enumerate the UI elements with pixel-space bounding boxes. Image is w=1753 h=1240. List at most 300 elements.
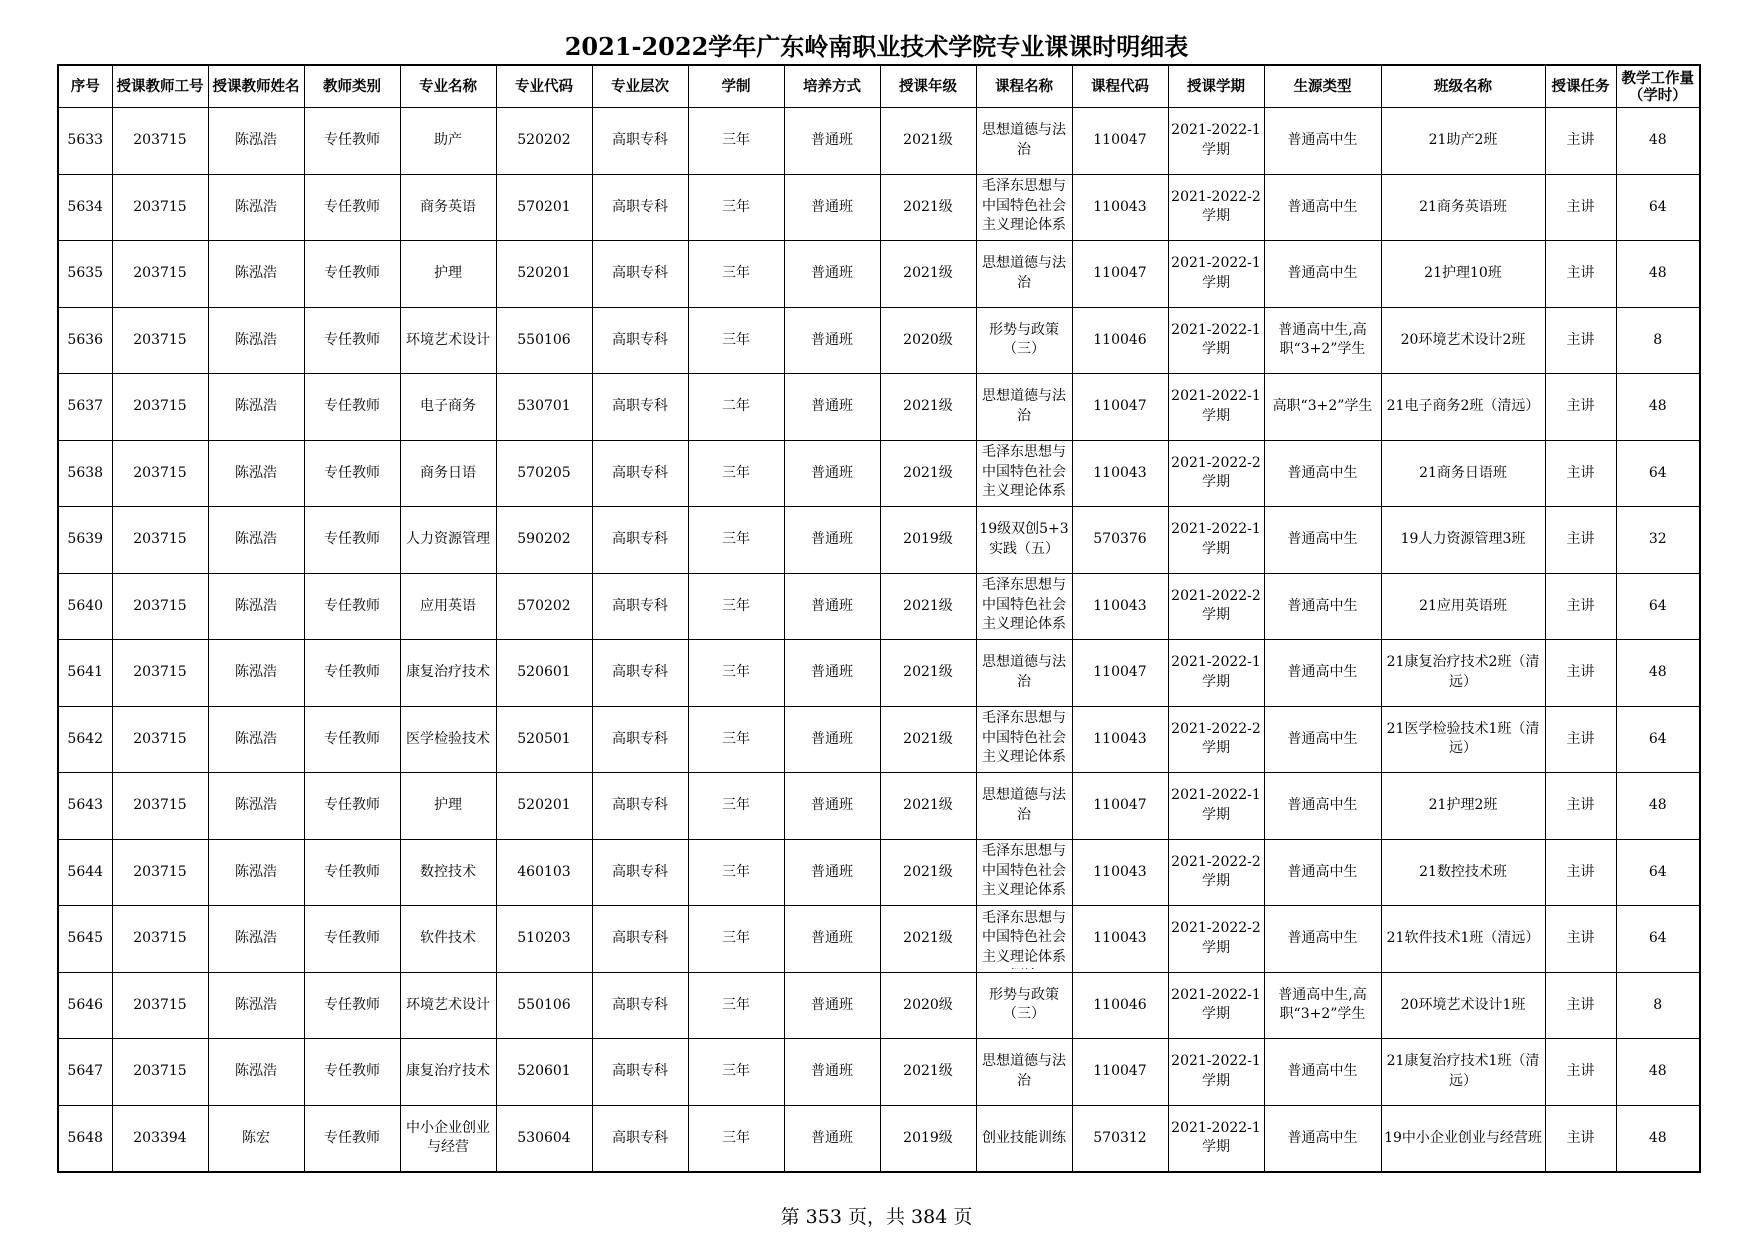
cell-text: 203394	[133, 1129, 187, 1146]
cell-major-code	[496, 773, 592, 840]
cell-student-source	[1264, 507, 1381, 574]
cell-text: 2021-2022-1学期	[1171, 1119, 1261, 1156]
cell-text: 普通高中生	[1287, 265, 1358, 281]
header-col-training-mode: 培养方式	[784, 65, 880, 108]
cell-text: 48	[1648, 398, 1667, 414]
cell-text: 高职专科	[612, 730, 668, 747]
cell-text: 110047	[1093, 1063, 1147, 1079]
cell-text: 530604	[517, 1129, 571, 1146]
cell-semester	[1168, 374, 1264, 441]
cell-text: 570312	[1093, 1129, 1147, 1146]
cell-teacher-id	[112, 573, 208, 640]
cell-task	[1545, 1105, 1616, 1172]
cell-major-name	[400, 573, 496, 640]
cell-text: 三年	[722, 331, 750, 348]
cell-duration	[688, 507, 784, 574]
table-row	[58, 174, 1700, 241]
cell-student-source	[1264, 706, 1381, 773]
cell-text: 中小企业创业与经营	[406, 1119, 490, 1156]
cell-text: 专任教师	[324, 398, 380, 414]
cell-teacher-name	[208, 241, 304, 308]
cell-major-name	[400, 972, 496, 1039]
cell-text: 专任教师	[324, 464, 380, 481]
cell-text: 软件技术	[420, 930, 476, 946]
header-col-major-code: 专业代码	[496, 65, 592, 108]
header-col-teacher-type: 教师类别	[304, 65, 400, 108]
cell-major-level	[592, 374, 688, 441]
cell-course-code	[1072, 440, 1168, 507]
cell-text: 2019级	[903, 531, 953, 547]
cell-task	[1545, 241, 1616, 308]
cell-text: 数控技术	[420, 863, 476, 880]
cell-duration	[688, 706, 784, 773]
cell-text: 110047	[1093, 132, 1147, 148]
cell-grade	[880, 241, 976, 308]
table-row	[58, 374, 1700, 441]
cell-text: 2021-2022-1学期	[1171, 388, 1261, 424]
cell-task	[1545, 640, 1616, 707]
cell-text: 110043	[1093, 930, 1147, 946]
cell-class-name	[1381, 108, 1545, 175]
cell-text: 520201	[517, 265, 571, 281]
cell-text: 5647	[67, 1063, 104, 1079]
cell-training-mode	[784, 706, 880, 773]
cell-task	[1545, 906, 1616, 973]
cell-grade	[880, 573, 976, 640]
cell-teacher-type	[304, 839, 400, 906]
cell-text: 21软件技术1班（清远）	[1386, 930, 1540, 946]
cell-semester	[1168, 108, 1264, 175]
cell-teacher-id	[112, 773, 208, 840]
cell-semester	[1168, 174, 1264, 241]
cell-student-source	[1264, 573, 1381, 640]
cell-text: 高职专科	[612, 132, 668, 148]
cell-class-name	[1381, 573, 1545, 640]
cell-text: 21应用英语班	[1419, 597, 1507, 614]
cell-text: 2021级	[903, 797, 953, 813]
cell-workload	[1616, 839, 1700, 906]
cell-text: 三年	[722, 930, 750, 946]
cell-text: 主讲	[1566, 132, 1595, 148]
cell-text: 高职专科	[612, 797, 668, 813]
cell-text: 电子商务	[420, 398, 476, 414]
cell-text: 三年	[722, 132, 750, 148]
cell-text: 形势与政策（三）	[989, 986, 1059, 1023]
cell-task	[1545, 108, 1616, 175]
cell-text: 20环境艺术设计1班	[1400, 996, 1526, 1013]
cell-text: 专任教师	[324, 863, 380, 880]
cell-text: 陈泓浩	[235, 531, 277, 547]
cell-grade	[880, 174, 976, 241]
cell-text: 主讲	[1566, 797, 1595, 813]
cell-semester	[1168, 773, 1264, 840]
cell-teacher-name	[208, 1105, 304, 1172]
table-row	[58, 108, 1700, 175]
cell-text: 48	[1648, 132, 1667, 148]
cell-text: 2021-2022-2学期	[1171, 587, 1261, 624]
cell-text: 陈泓浩	[235, 1063, 277, 1079]
cell-text: 2021-2022-2学期	[1171, 853, 1261, 890]
cell-text: 2021-2022-2学期	[1171, 720, 1261, 757]
cell-text: 主讲	[1566, 1063, 1595, 1079]
cell-text: 主讲	[1566, 398, 1595, 414]
cell-student-source	[1264, 839, 1381, 906]
cell-course-name	[976, 374, 1072, 441]
cell-duration	[688, 307, 784, 374]
header-col-semester: 授课学期	[1168, 65, 1264, 108]
cell-grade	[880, 374, 976, 441]
cell-text: 48	[1648, 664, 1667, 680]
cell-seq	[58, 440, 112, 507]
cell-grade	[880, 108, 976, 175]
cell-text: 专任教师	[324, 730, 380, 747]
cell-training-mode	[784, 1105, 880, 1172]
cell-workload	[1616, 1105, 1700, 1172]
cell-major-code	[496, 906, 592, 973]
cell-text: 陈泓浩	[235, 265, 277, 281]
cell-text: 2020级	[903, 331, 953, 348]
cell-text: 21商务日语班	[1419, 464, 1507, 481]
course-hours-table	[57, 64, 1701, 1173]
cell-text: 110043	[1093, 597, 1147, 614]
cell-text: 三年	[722, 597, 750, 614]
cell-training-mode	[784, 573, 880, 640]
cell-text: 64	[1648, 730, 1667, 747]
cell-class-name	[1381, 972, 1545, 1039]
header-col-teacher-name: 授课教师姓名	[208, 65, 304, 108]
table-row	[58, 906, 1700, 973]
cell-text: 助产	[434, 132, 462, 148]
table-row	[58, 773, 1700, 840]
cell-major-code	[496, 1105, 592, 1172]
cell-text: 二年	[722, 398, 750, 414]
cell-major-level	[592, 906, 688, 973]
cell-duration	[688, 174, 784, 241]
cell-class-name	[1381, 1105, 1545, 1172]
cell-course-code	[1072, 374, 1168, 441]
cell-text: 64	[1648, 863, 1667, 880]
cell-semester	[1168, 440, 1264, 507]
cell-course-code	[1072, 839, 1168, 906]
cell-text: 陈宏	[242, 1129, 270, 1146]
table-row	[58, 307, 1700, 374]
cell-task	[1545, 573, 1616, 640]
cell-text: 毛泽东思想与中国特色社会主义理论体系	[982, 444, 1066, 500]
cell-text: 110043	[1093, 464, 1147, 481]
cell-text: 高职“3+2”学生	[1272, 398, 1373, 414]
cell-class-name	[1381, 174, 1545, 241]
cell-text: 陈泓浩	[235, 398, 277, 414]
cell-text: 三年	[722, 1129, 750, 1146]
cell-text: 三年	[722, 464, 750, 481]
cell-semester	[1168, 972, 1264, 1039]
cell-training-mode	[784, 773, 880, 840]
cell-semester	[1168, 839, 1264, 906]
cell-grade	[880, 1105, 976, 1172]
page-number: 第 353 页，共 384 页	[780, 1206, 973, 1228]
cell-semester	[1168, 640, 1264, 707]
cell-text: 2019级	[903, 1129, 953, 1146]
cell-training-mode	[784, 241, 880, 308]
cell-text: 203715	[133, 265, 187, 281]
cell-major-code	[496, 706, 592, 773]
cell-text: 医学检验技术	[406, 730, 490, 747]
cell-text: 毛泽东思想与中国特色社会主义理论体系	[982, 909, 1066, 965]
cell-text: 三年	[722, 797, 750, 813]
cell-text: 专任教师	[324, 930, 380, 946]
cell-text: 普通高中生	[1287, 531, 1358, 547]
cell-text: 5646	[67, 996, 104, 1013]
cell-text: 高职专科	[612, 331, 668, 348]
cell-major-name	[400, 440, 496, 507]
cell-major-name	[400, 241, 496, 308]
cell-major-level	[592, 839, 688, 906]
cell-text: 5643	[67, 797, 104, 813]
cell-text: 普通班	[811, 996, 853, 1013]
cell-text: 2021-2022-1学期	[1171, 654, 1261, 690]
cell-text: 高职专科	[612, 664, 668, 680]
cell-text: 5640	[67, 597, 104, 614]
cell-major-code	[496, 972, 592, 1039]
cell-text: 思想道德与法治	[982, 1053, 1066, 1089]
cell-text: 570376	[1093, 531, 1147, 547]
cell-text: 环境艺术设计	[406, 996, 490, 1013]
cell-text: 专任教师	[324, 265, 380, 281]
cell-training-mode	[784, 374, 880, 441]
cell-grade	[880, 640, 976, 707]
cell-text: 普通高中生	[1287, 730, 1358, 747]
cell-teacher-id	[112, 972, 208, 1039]
cell-text: 570202	[517, 597, 571, 614]
cell-text: 203715	[133, 797, 187, 813]
cell-text: 商务日语	[420, 464, 476, 481]
cell-text: 5642	[67, 730, 104, 747]
cell-grade	[880, 706, 976, 773]
cell-text: 三年	[722, 730, 750, 747]
cell-text: 思想道德与法治	[982, 255, 1066, 291]
cell-workload	[1616, 640, 1700, 707]
cell-seq	[58, 241, 112, 308]
cell-text: 陈泓浩	[235, 797, 277, 813]
cell-text: 普通班	[811, 331, 853, 348]
cell-text: 思想道德与法治	[982, 654, 1066, 690]
cell-teacher-type	[304, 1039, 400, 1106]
cell-text: 普通高中生	[1287, 664, 1358, 680]
page-title: 2021-2022学年广东岭南职业技术学院专业课课时明细表	[564, 32, 1189, 61]
cell-text: 21护理2班	[1428, 797, 1498, 813]
cell-text: 普通班	[811, 398, 853, 414]
cell-text: 5634	[67, 198, 104, 215]
cell-text: 高职专科	[612, 398, 668, 414]
cell-course-code	[1072, 773, 1168, 840]
cell-teacher-type	[304, 640, 400, 707]
cell-text: 2021级	[903, 930, 953, 946]
cell-seq	[58, 640, 112, 707]
cell-text: 520601	[517, 664, 571, 680]
cell-text: 康复治疗技术	[406, 1063, 490, 1079]
cell-text: 2020级	[903, 996, 953, 1013]
cell-text: 110047	[1093, 797, 1147, 813]
cell-text: 8	[1653, 331, 1663, 348]
table-row	[58, 706, 1700, 773]
cell-text: 2021级	[903, 597, 953, 614]
cell-training-mode	[784, 507, 880, 574]
cell-text: 110043	[1093, 730, 1147, 747]
cell-text: 普通班	[811, 464, 853, 481]
cell-text: 2021级	[903, 863, 953, 880]
cell-text: 普通班	[811, 730, 853, 747]
cell-teacher-name	[208, 307, 304, 374]
cell-text: 陈泓浩	[235, 730, 277, 747]
cell-major-level	[592, 440, 688, 507]
cell-text: 2021-2022-2学期	[1171, 188, 1261, 225]
cell-grade	[880, 773, 976, 840]
cell-major-level	[592, 1105, 688, 1172]
cell-text: 203715	[133, 930, 187, 946]
cell-text: 主讲	[1566, 930, 1595, 946]
cell-text: 陈泓浩	[235, 597, 277, 614]
cell-duration	[688, 906, 784, 973]
cell-teacher-type	[304, 972, 400, 1039]
cell-teacher-name	[208, 640, 304, 707]
cell-task	[1545, 174, 1616, 241]
cell-text: 64	[1648, 464, 1667, 481]
header-col-task: 授课任务	[1545, 65, 1616, 108]
cell-teacher-type	[304, 108, 400, 175]
cell-course-code	[1072, 706, 1168, 773]
cell-course-name	[976, 108, 1072, 175]
cell-workload	[1616, 307, 1700, 374]
cell-class-name	[1381, 307, 1545, 374]
cell-task	[1545, 307, 1616, 374]
cell-text: 32	[1648, 531, 1667, 547]
cell-text: 48	[1648, 1063, 1667, 1079]
cell-text: 2021级	[903, 464, 953, 481]
cell-text: 普通班	[811, 664, 853, 680]
cell-major-name	[400, 839, 496, 906]
cell-text: 高职专科	[612, 930, 668, 946]
cell-major-level	[592, 1039, 688, 1106]
cell-text: 主讲	[1566, 664, 1595, 680]
cell-semester	[1168, 507, 1264, 574]
cell-text: 5635	[67, 265, 104, 281]
cell-major-code	[496, 1039, 592, 1106]
cell-semester	[1168, 307, 1264, 374]
cell-duration	[688, 440, 784, 507]
cell-text: 主讲	[1566, 1129, 1595, 1146]
cell-teacher-type	[304, 374, 400, 441]
cell-text: 203715	[133, 464, 187, 481]
cell-text: 2021-2022-1学期	[1171, 122, 1261, 158]
cell-seq	[58, 839, 112, 906]
cell-workload	[1616, 573, 1700, 640]
cell-text: 203715	[133, 531, 187, 547]
cell-text: 5636	[67, 331, 104, 348]
cell-student-source	[1264, 108, 1381, 175]
cell-text: 21数控技术班	[1419, 863, 1507, 880]
cell-text: 高职专科	[612, 265, 668, 281]
cell-text: 普通班	[811, 265, 853, 281]
cell-class-name	[1381, 1039, 1545, 1106]
cell-duration	[688, 573, 784, 640]
cell-semester	[1168, 706, 1264, 773]
cell-text: 570201	[517, 198, 571, 215]
cell-text: 主讲	[1566, 265, 1595, 281]
cell-text: 19级双创5+3实践（五）	[979, 521, 1069, 557]
cell-training-mode	[784, 839, 880, 906]
header-col-teacher-id: 授课教师工号	[112, 65, 208, 108]
cell-course-code	[1072, 507, 1168, 574]
header-col-course-code: 课程代码	[1072, 65, 1168, 108]
cell-text: 陈泓浩	[235, 996, 277, 1013]
cell-major-code	[496, 108, 592, 175]
cell-text: 520501	[517, 730, 571, 747]
cell-text: 2021级	[903, 730, 953, 747]
cell-text: 主讲	[1566, 863, 1595, 880]
cell-text: 2021-2022-1学期	[1171, 787, 1261, 823]
cell-text: 护理	[434, 265, 462, 281]
cell-teacher-id	[112, 440, 208, 507]
cell-grade	[880, 972, 976, 1039]
cell-student-source	[1264, 440, 1381, 507]
cell-text: 普通班	[811, 597, 853, 614]
cell-class-name	[1381, 839, 1545, 906]
cell-major-code	[496, 241, 592, 308]
cell-text: 普通高中生	[1287, 464, 1358, 481]
cell-text: 2021-2022-1学期	[1171, 255, 1261, 291]
cell-text: 主讲	[1566, 464, 1595, 481]
table-row	[58, 507, 1700, 574]
cell-text: 专任教师	[324, 198, 380, 215]
cell-seq	[58, 773, 112, 840]
cell-teacher-name	[208, 108, 304, 175]
cell-text: 毛泽东思想与中国特色社会主义理论体系	[982, 843, 1066, 899]
cell-text: 5644	[67, 863, 104, 880]
cell-course-name	[976, 972, 1072, 1039]
cell-teacher-name	[208, 706, 304, 773]
cell-text: 思想道德与法治	[982, 388, 1066, 424]
cell-text: 2021级	[903, 398, 953, 414]
cell-text: 思想道德与法治	[982, 787, 1066, 823]
cell-text: 5637	[67, 398, 104, 414]
cell-text: 专任教师	[324, 797, 380, 813]
cell-teacher-id	[112, 307, 208, 374]
cell-major-name	[400, 640, 496, 707]
cell-text: 21康复治疗技术2班（清远）	[1386, 654, 1540, 690]
cell-seq	[58, 1105, 112, 1172]
cell-course-name	[976, 839, 1072, 906]
cell-text: 专任教师	[324, 531, 380, 547]
cell-major-name	[400, 307, 496, 374]
cell-workload	[1616, 773, 1700, 840]
cell-task	[1545, 706, 1616, 773]
cell-text: 专任教师	[324, 597, 380, 614]
cell-text: 21护理10班	[1424, 265, 1502, 281]
cell-major-code	[496, 174, 592, 241]
cell-course-name	[976, 241, 1072, 308]
cell-major-level	[592, 507, 688, 574]
cell-class-name	[1381, 374, 1545, 441]
cell-duration	[688, 972, 784, 1039]
cell-course-code	[1072, 241, 1168, 308]
cell-teacher-id	[112, 374, 208, 441]
cell-text: 520201	[517, 797, 571, 813]
cell-grade	[880, 1039, 976, 1106]
cell-text: 思想道德与法治	[982, 122, 1066, 158]
cell-class-name	[1381, 241, 1545, 308]
cell-text: 毛泽东思想与中国特色社会主义理论体系	[982, 710, 1066, 766]
cell-text: 203715	[133, 996, 187, 1013]
